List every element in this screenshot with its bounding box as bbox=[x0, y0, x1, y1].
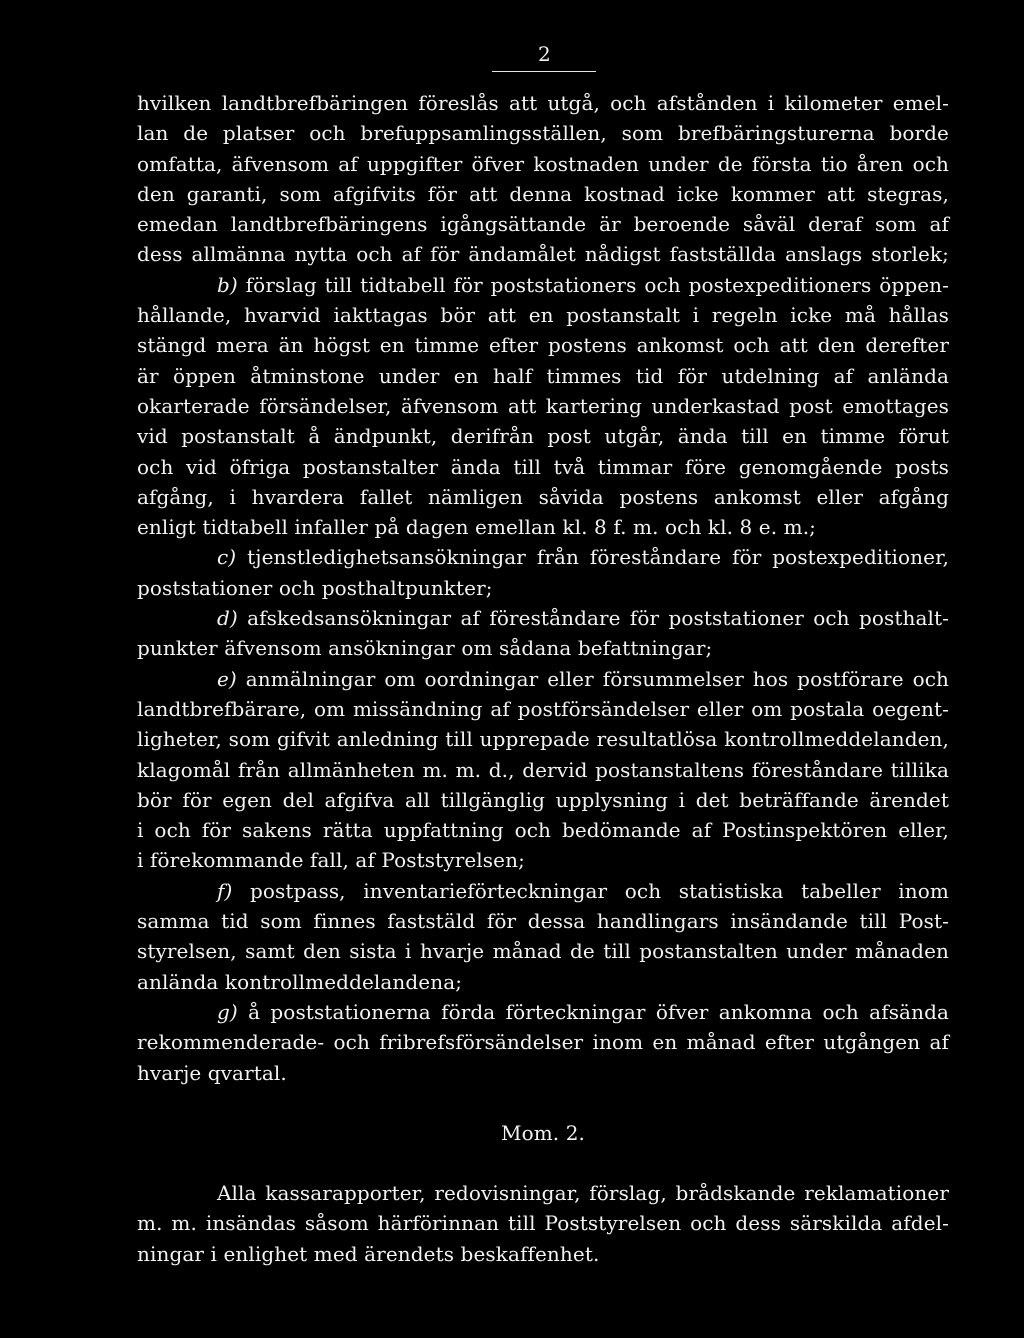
text-line: omfatta, äfvensom af uppgifter öfver kostnaden under de första tio åren och bbox=[137, 151, 949, 176]
item-marker: f) bbox=[217, 878, 233, 903]
item-text: tjenstledighetsansökningar från föreståndare för postexpeditioner, bbox=[236, 545, 949, 570]
list-item-f bbox=[137, 876, 949, 997]
list-item-g bbox=[137, 997, 949, 1088]
item-text: anmälningar om oordningar eller försummelser hos postförare och bbox=[236, 666, 949, 691]
item-marker: d) bbox=[217, 606, 238, 631]
text-line: i förekommande fall, af Poststyrelsen; bbox=[137, 848, 525, 873]
text-line: styrelsen, samt den sista i hvarje månad de till postanstalten under månaden bbox=[137, 939, 949, 964]
text-line bbox=[137, 997, 949, 1027]
text-line: enligt tidtabell infaller på dagen emellan kl. 8 f. m. och kl. 8 e. m.; bbox=[137, 515, 817, 540]
text-line: den garanti, som afgifvits för att denna kostnad icke kommer att stegras, bbox=[137, 181, 949, 206]
text-line bbox=[137, 664, 949, 694]
list-item-b bbox=[137, 270, 949, 543]
text-line: lan de platser och brefuppsamlingsställen, som brefbäringsturerna borde bbox=[137, 121, 949, 146]
text-line: m. m. insändas såsom härförinnan till Poststyrelsen och dess särskilda afdel- bbox=[137, 1211, 949, 1236]
item-marker: g) bbox=[217, 999, 238, 1024]
page-number-rule bbox=[492, 71, 596, 72]
text-line: rekommenderade- och fribrefsförsändelser inom en månad efter utgången af bbox=[137, 1030, 949, 1055]
paragraph-final bbox=[137, 1178, 949, 1269]
text-line bbox=[137, 603, 949, 633]
text-line: okarterade försändelser, äfvensom att kartering underkastad post emottages bbox=[137, 393, 949, 418]
text-line bbox=[137, 876, 949, 906]
text-line: dess allmänna nytta och af för ändamålet nådigst fastställda anslags storlek; bbox=[137, 242, 949, 267]
text-line: vid postanstalt å ändpunkt, derifrån post utgår, ända till en timme förut bbox=[137, 424, 949, 449]
paragraph-intro bbox=[137, 88, 949, 270]
text-line: ligheter, som gifvit anledning till upprepade resultatlösa kontrollmeddelanden, bbox=[137, 727, 949, 752]
text-line: är öppen åtminstone under en half timmes tid för utdelning af anlända bbox=[137, 363, 949, 388]
text-line: ningar i enlighet med ärendets beskaffenhet. bbox=[137, 1241, 600, 1266]
text-line: bör för egen del afgifva all tillgänglig upplysning i det beträffande ärendet bbox=[137, 787, 949, 812]
text-line: stängd mera än högst en timme efter postens ankomst och att den derefter bbox=[137, 333, 949, 358]
text-line bbox=[137, 270, 949, 300]
page-number: 2 bbox=[538, 42, 551, 66]
item-text: å poststationerna förda förteckningar öfver ankomna och afsända bbox=[237, 999, 949, 1024]
body-text bbox=[137, 88, 949, 1269]
item-text: postpass, inventarieförteckningar och statistiska tabeller inom bbox=[232, 878, 949, 903]
text-line: anlända kontrollmeddelandena; bbox=[137, 969, 463, 994]
item-text: förslag till tidtabell för poststationers och postexpeditioners öppen- bbox=[237, 272, 949, 297]
text-line: hvarje qvartal. bbox=[137, 1060, 287, 1085]
text-line: hvilken landtbrefbäringen föreslås att utgå, och afstånden i kilometer emel- bbox=[137, 91, 949, 115]
text-line: hållande, hvarvid iakttagas bör att en postanstalt i regeln icke må hållas bbox=[137, 303, 949, 328]
text-line: i och för sakens rätta uppfattning och bedömande af Postinspektören eller, bbox=[137, 818, 949, 843]
text-line: punkter äfvensom ansökningar om sådana befattningar; bbox=[137, 636, 713, 661]
text-line: samma tid som finnes faststäld för dessa handlingars insändande till Post- bbox=[137, 909, 949, 934]
text-line: poststationer och posthaltpunkter; bbox=[137, 575, 493, 600]
list-item-d bbox=[137, 603, 949, 664]
item-marker: b) bbox=[217, 272, 238, 297]
text-line: afgång, i hvardera fallet nämligen såvida postens ankomst eller afgång bbox=[137, 484, 949, 509]
text-line: emedan landtbrefbäringens igångsättande är beroende såväl deraf som af bbox=[137, 212, 949, 237]
section-heading: Mom. 2. bbox=[501, 1120, 585, 1145]
item-marker: e) bbox=[217, 666, 237, 691]
text-line: och vid öfriga postanstalter ända till två timmar före genomgående posts bbox=[137, 454, 949, 479]
text-line: Alla kassarapporter, redovisningar, förslag, brådskande reklamationer bbox=[217, 1181, 949, 1206]
text-line: landtbrefbärare, om missändning af postförsändelser eller om postala oegent- bbox=[137, 696, 949, 721]
item-marker: c) bbox=[217, 545, 237, 570]
text-line: klagomål från allmänheten m. m. d., dervid postanstaltens föreståndare tillika bbox=[137, 757, 949, 782]
list-item-e bbox=[137, 664, 949, 876]
item-text: afskedsansökningar af föreståndare för poststationer och posthalt- bbox=[237, 606, 949, 631]
text-line bbox=[137, 542, 949, 572]
list-item-c bbox=[137, 542, 949, 603]
